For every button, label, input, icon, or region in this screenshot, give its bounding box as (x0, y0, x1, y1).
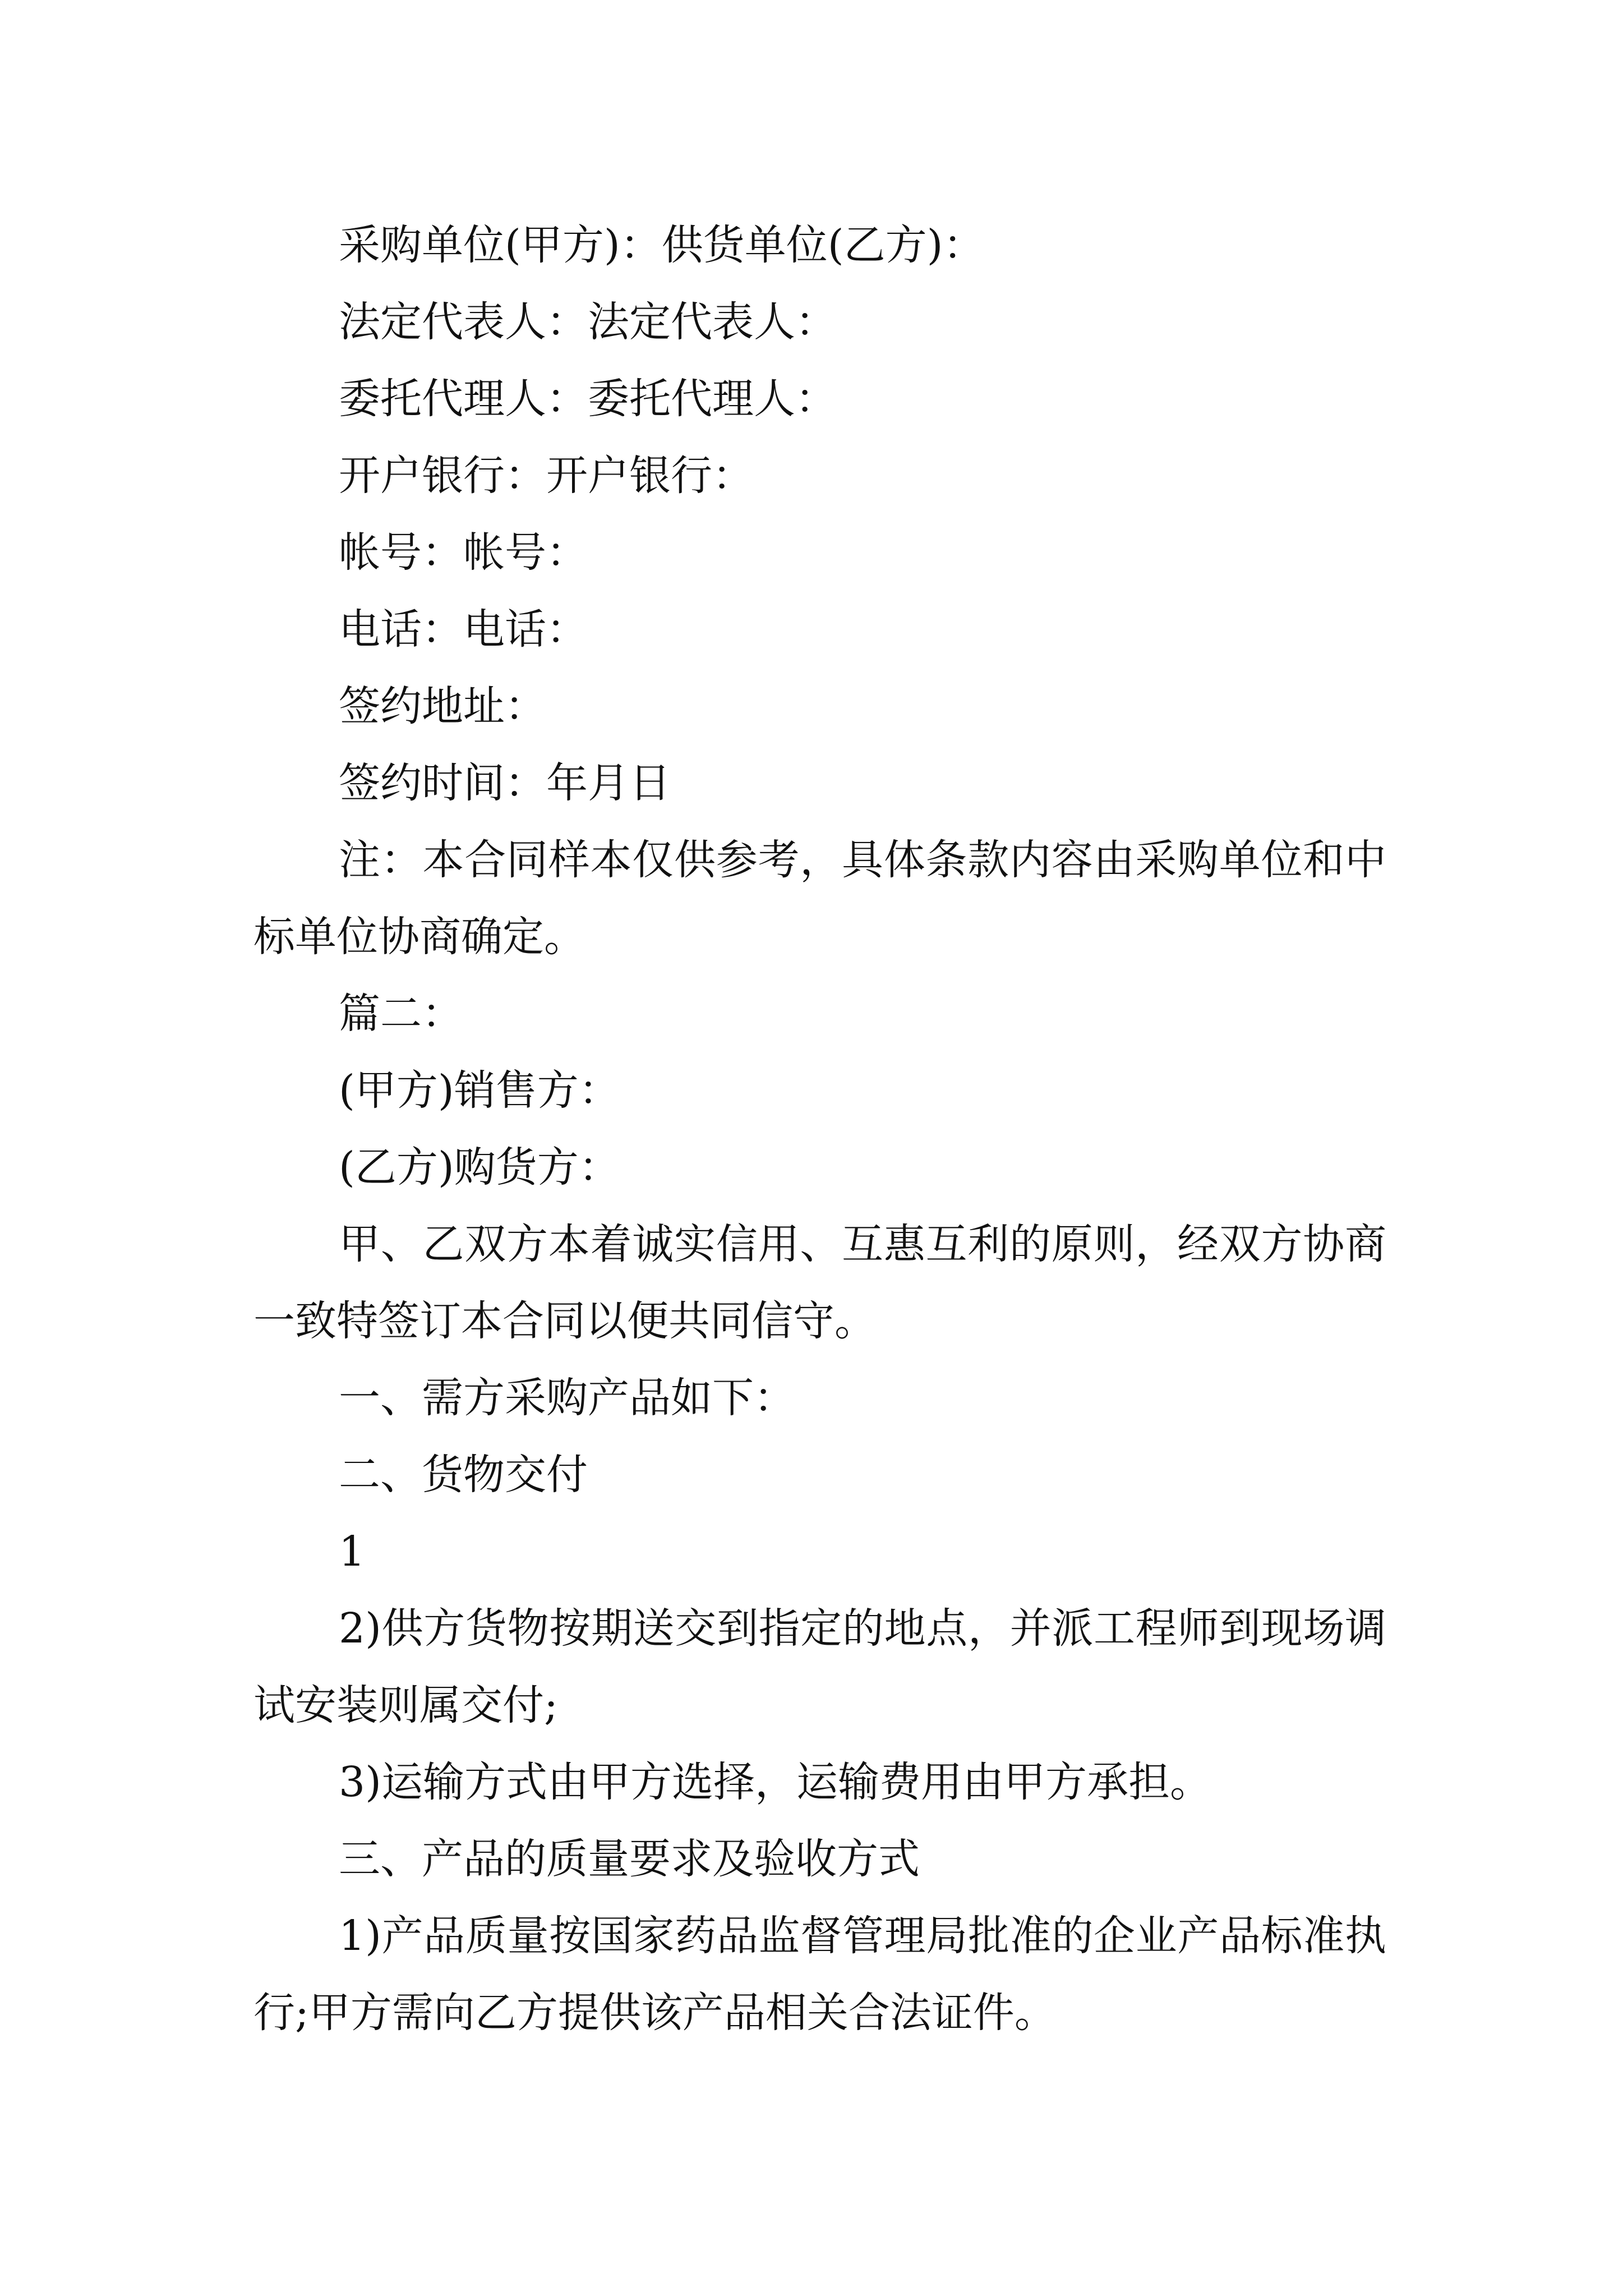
clause-two-item-3: 3)运输方式由甲方选择，运输费用由甲方承担。 (339, 1758, 1211, 1806)
clause-three-item-1: 1)产品质量按国家药品监督管理局批准的企业产品标准执行;甲方需向乙方提供该产品相关合法证件。 (253, 1912, 1386, 2037)
clause-three-heading: 三、产品的质量要求及验收方式 (339, 1835, 920, 1883)
clause-two-heading: 二、货物交付 (339, 1451, 588, 1499)
agreement-intro-paragraph: 甲、乙双方本着诚实信用、互惠互利的原则，经双方协商一致特签订本合同以便共同信守。 (253, 1220, 1386, 1345)
purchaser-supplier-line: 采购单位(甲方)：供货单位(乙方)： (339, 221, 985, 269)
clause-two-item-1: 1 (339, 1527, 366, 1576)
seller-line: (甲方)销售方： (339, 1066, 620, 1115)
legal-representative-line: 法定代表人：法定代表人： (339, 298, 837, 346)
clause-two-item-2: 2)供方货物按期送交到指定的地点，并派工程师到现场调试安装则属交付; (253, 1604, 1386, 1729)
section-two-heading: 篇二： (339, 990, 463, 1038)
note-paragraph: 注：本合同样本仅供参考，具体条款内容由采购单位和中标单位协商确定。 (253, 836, 1386, 961)
phone-line: 电话：电话： (339, 605, 588, 654)
account-line: 帐号：帐号： (339, 528, 588, 577)
bank-line: 开户银行：开户银行： (339, 452, 754, 500)
signing-address-line: 签约地址： (339, 682, 546, 730)
clause-one-heading: 一、需方采购产品如下： (339, 1374, 795, 1422)
signing-date-line: 签约时间：年月日 (339, 759, 671, 807)
document-body (253, 207, 1386, 2051)
authorized-agent-line: 委托代理人：委托代理人： (339, 375, 837, 423)
buyer-line: (乙方)购货方： (339, 1143, 620, 1191)
